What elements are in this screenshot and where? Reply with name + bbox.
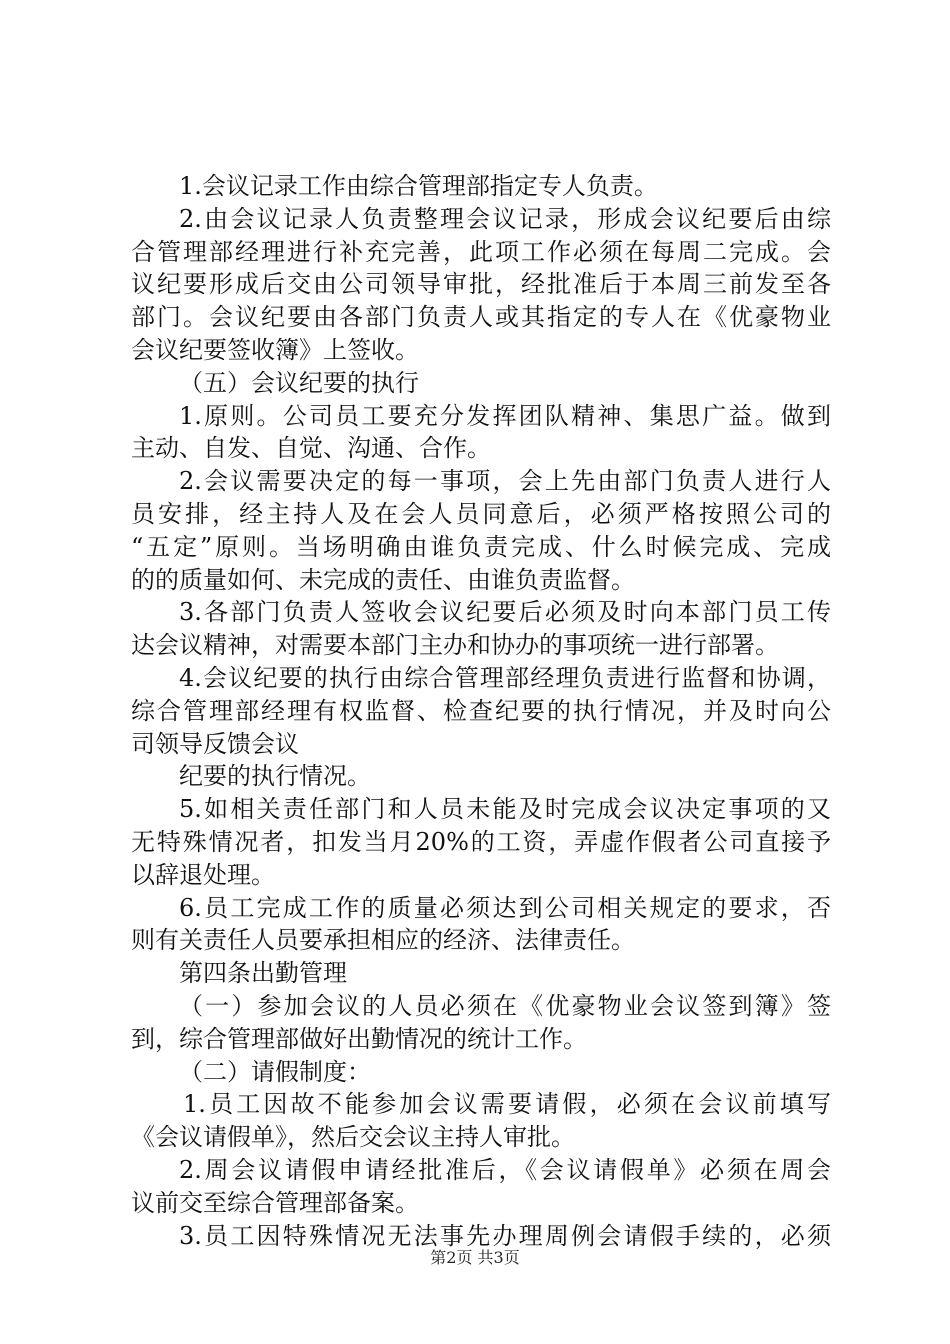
text-line: 2.周会议请假申请经批准后，《会议请假单》必须在周会 (179, 1155, 831, 1184)
text-line: 则有关责任人员要承担相应的经济、法律责任。 (131, 926, 635, 955)
text-line: 1.会议记录工作由综合管理部指定专人负责。 (179, 172, 658, 200)
text-line: 员安排，经主持人及在会人员同意后，必须严格按照公司的 (131, 499, 831, 528)
text-line: 6.员工完成工作的质量必须达到公司相关规定的要求，否 (179, 893, 831, 922)
text-line: 以辞退处理。 (131, 860, 275, 889)
text-line: 4.会议纪要的执行由综合管理部经理负责进行监督和协调， (179, 663, 831, 692)
text-line: 司领导反馈会议 (131, 729, 299, 758)
text-line: 纪要的执行情况。 (179, 762, 371, 791)
page-footer: 第2页 共3页 (430, 1248, 520, 1267)
text-line: 《会议请假单》，然后交会议主持人审批。 (131, 1123, 575, 1152)
text-line: （一）参加会议的人员必须在《优豪物业会议签到簿》签 (179, 991, 831, 1020)
text-line: 议纪要形成后交由公司领导审批，经批准后于本周三前发至各 (131, 270, 831, 299)
text-line: 会议纪要签收簿》上签收。 (131, 335, 419, 364)
text-line: 无特殊情况者，扣发当月20%的工资，弄虚作假者公司直接予 (131, 827, 831, 856)
text-line: 议前交至综合管理部备案。 (131, 1188, 419, 1217)
text-line: 综合管理部经理有权监督、检查纪要的执行情况，并及时向公 (131, 696, 831, 725)
text-line: 2.由会议记录人负责整理会议记录，形成会议纪要后由综 (179, 204, 831, 233)
text-line: 第四条出勤管理 (179, 959, 347, 988)
text-line: （五）会议纪要的执行 (179, 368, 419, 397)
text-line: 5.如相关责任部门和人员未能及时完成会议决定事项的又 (179, 795, 831, 824)
text-line: 部门。会议纪要由各部门负责人或其指定的专人在《优豪物业 (131, 303, 831, 332)
text-line: 达会议精神，对需要本部门主办和协办的事项统一进行部署。 (131, 631, 779, 660)
text-line: 的的质量如何、未完成的责任、由谁负责监督。 (131, 565, 635, 594)
text-line: 到，综合管理部做好出勤情况的统计工作。 (131, 1024, 587, 1053)
document-body (131, 170, 831, 1252)
text-line: （二）请假制度： (179, 1057, 371, 1086)
text-line: 3.员工因特殊情况无法事先办理周例会请假手续的，必须 (179, 1221, 831, 1250)
text-line: 1.原则。公司员工要充分发挥团队精神、集思广益。做到 (179, 401, 831, 430)
text-line: 1.员工因故不能参加会议需要请假，必须在会议前填写 (183, 1090, 831, 1119)
text-line: “五定”原则。当场明确由谁负责完成、什么时候完成、完成 (131, 532, 831, 561)
text-line: 合管理部经理进行补充完善，此项工作必须在每周二完成。会 (131, 237, 831, 266)
text-line: 主动、自发、自觉、沟通、合作。 (131, 434, 491, 463)
text-line: 2.会议需要决定的每一事项，会上先由部门负责人进行人 (179, 467, 831, 496)
text-line: 3.各部门负责人签收会议纪要后必须及时向本部门员工传 (179, 598, 831, 627)
